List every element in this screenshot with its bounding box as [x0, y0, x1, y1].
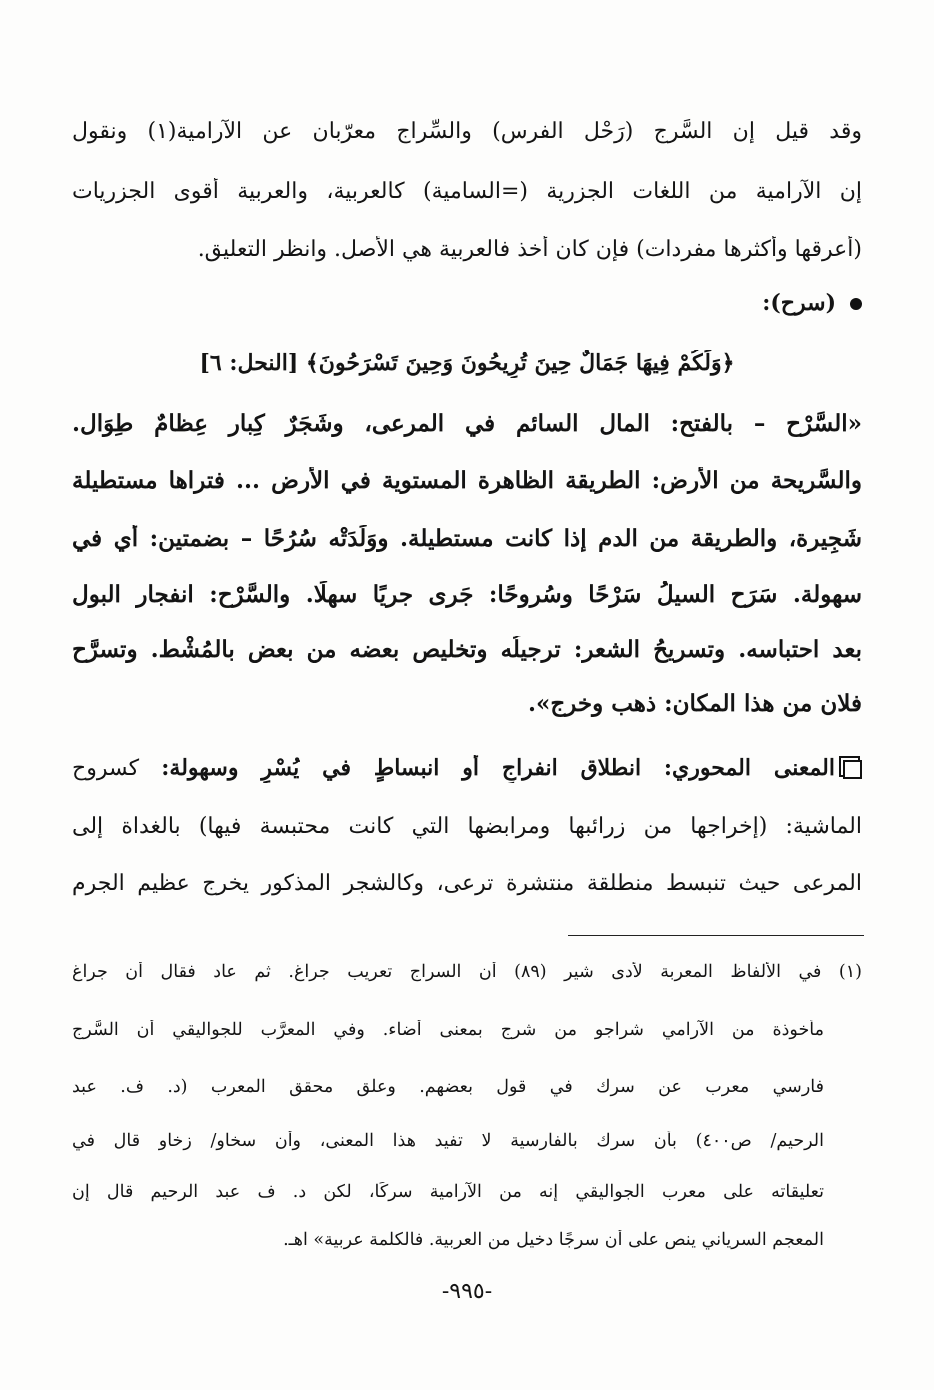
quran-verse: ﴿وَلَكُمْ فِيهَا جَمَالٌ حِينَ تُرِيحُونَ وَحِينَ تَسْرَحُونَ﴾ [النحل: ٦] — [199, 350, 735, 376]
paragraph1-line-3: (أعرقها وأكثرها مفردات) فإن كان أخذ فالعربية هي الأصل. وانظر التعليق. — [197, 237, 862, 262]
footnote-line-6: المعجم السرياني ينص على أن سرجًا دخيل من العربية. فالكلمة عربية» اهـ. — [283, 1230, 824, 1250]
footnote-line-4: الرحيم/ ص٤٠٠) بأن سرك بالفارسية لا تفيد هذا المعنى، وأن سخاو/ زخاو قال في — [72, 1131, 824, 1151]
quote-line-3: شَجِيرة، والطريقة من الدم إذا كانت مستطيلة. ووَلَدَتْه سُرُحًا – بضمتين: أي في — [72, 525, 862, 552]
page-number: -٩٩٥- — [441, 1279, 493, 1304]
core-meaning-start: كسروح — [72, 756, 140, 781]
square-marker-icon — [843, 760, 862, 779]
footnote-line-5: تعليقاته على معرب الجواليقي إنه من الآرامية سركًا، لكن د. ف عبد الرحيم قال إن — [72, 1182, 824, 1202]
core-meaning-label: المعنى المحوري: انطلاق انفراجٍ أو انبساطٍ في يُسْرٍ وسهولة: — [161, 755, 835, 781]
quote-line-4: سهولة. سَرَح السيلُ سَرْحًا وسُروحًا: جَرى جريًا سهلًا. والسَّرْح: انفجار البول — [72, 581, 862, 608]
paragraph1-line-2: إن الآرامية من اللغات الجزرية (=السامية) كالعربية، والعربية أقوى الجزريات — [72, 179, 862, 204]
root-heading: (سرح): — [762, 290, 836, 316]
quote-line-5: بعد احتباسه. وتسريحُ الشعر: ترجيلُه وتخليص بعضه من بعض بالمُشْط. وتسرَّح — [72, 636, 862, 663]
core-meaning-line-3: المرعى حيث تنبسط منطلقة منتشرة ترعى، وكالشجر المذكور يخرج عظيم الجرم — [72, 871, 862, 896]
footnote-line-3: فارسي معرب عن سرك في قول بعضهم. وعلق محقق المعرب (د. ف. عبد — [72, 1077, 824, 1097]
footnote-separator — [568, 935, 864, 936]
footnote-line-1: (١) في الألفاظ المعربة لأدى شير (٨٩) أن السراج تعريب جراغ. ثم عاد فقال أن جراغ — [72, 962, 862, 982]
quote-line-6: فلان من هذا المكان: ذهب وخرج». — [527, 690, 862, 717]
bullet-icon — [850, 298, 862, 310]
footnote-line-2: مأخوذة من الآرامي شراجو من شرج بمعنى أضاء. وفي المعرَّب للجواليقي أن السَّرج — [72, 1020, 824, 1040]
paragraph1-line-1: وقد قيل إن السَّرج (رَحْل الفرس) والسِّراج معرّبان عن الآرامية(١) ونقول — [72, 119, 862, 144]
core-meaning-line-2: الماشية: (إخراجها من زرائبها ومرابضها التي كانت محتبسة فيها) بالغداة إلى — [72, 814, 862, 839]
quote-line-1: «السَّرْح – بالفتح: المال السائم في المرعى، وشَجَرٌ كِبار عِظامٌ طِوَال. — [72, 410, 862, 437]
core-meaning-line-1 — [72, 755, 862, 783]
entry-heading — [562, 290, 862, 318]
quote-line-2: والسَّريحة من الأرض: الطريقة الظاهرة المستوية في الأرض ... فتراها مستطيلة — [72, 467, 862, 494]
